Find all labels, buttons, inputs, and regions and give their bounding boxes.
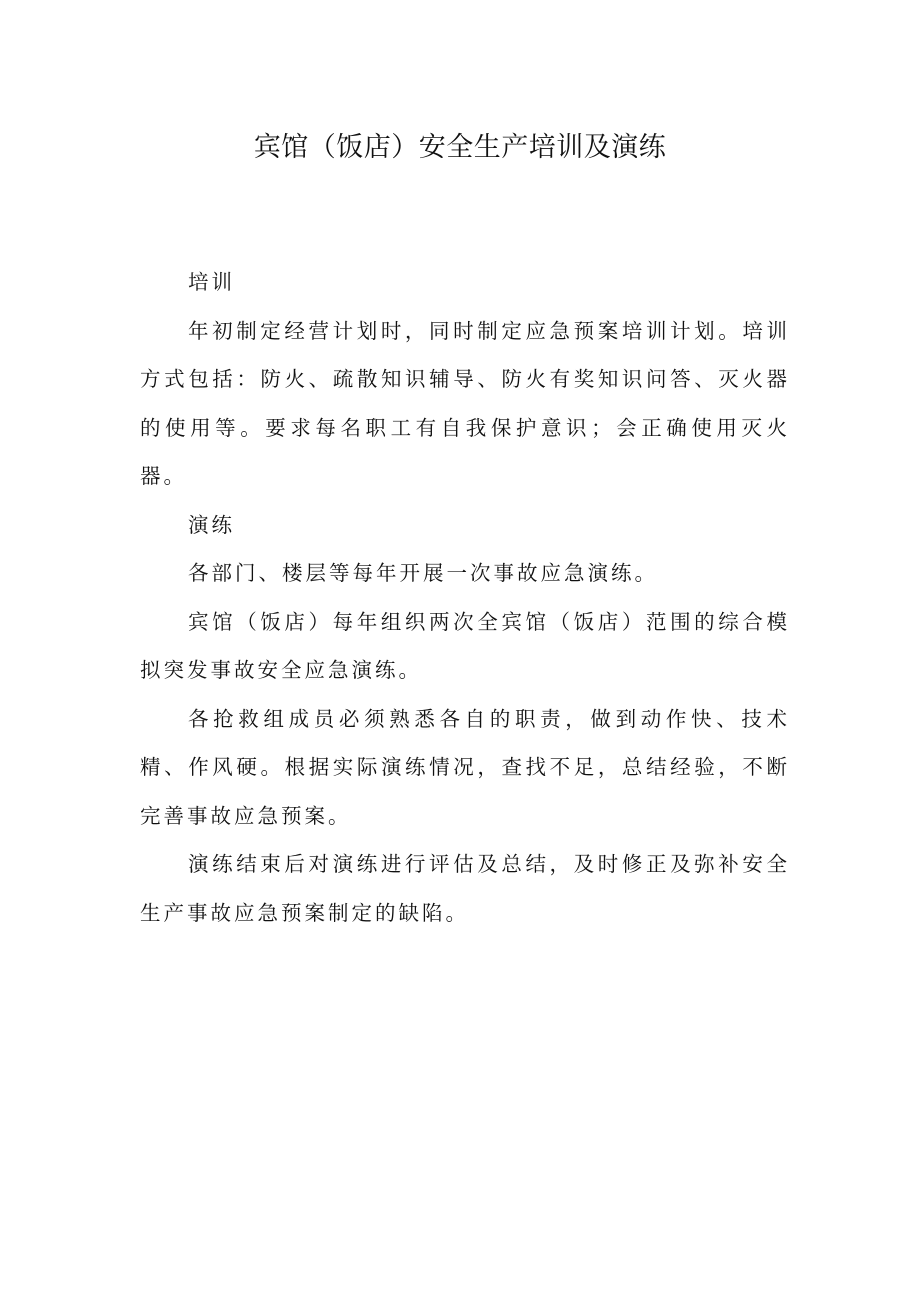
paragraph-training-plan: 年初制定经营计划时，同时制定应急预案培训计划。培训方式包括：防火、疏散知识辅导、防火有奖知识问答、灭火器的使用等。要求每名职工有自我保护意识；会正确使用灭火器。 (140, 318, 790, 488)
section-heading-training: 培训 (188, 270, 235, 294)
paragraph-department-drill: 各部门、楼层等每年开展一次事故应急演练。 (188, 561, 658, 585)
document-body (140, 258, 790, 937)
document-title: 宾馆（饭店）安全生产培训及演练 (253, 132, 667, 163)
paragraph-drill-evaluation: 演练结束后对演练进行评估及总结，及时修正及弥补安全生产事故应急预案制定的缺陷。 (140, 852, 790, 925)
paragraph-rescue-teams: 各抢救组成员必须熟悉各自的职责，做到动作快、技术精、作风硬。根据实际演练情况，查找不足，总结经验，不断完善事故应急预案。 (140, 706, 790, 828)
section-heading-drill: 演练 (188, 512, 235, 537)
paragraph-hotel-wide-drill: 宾馆（饭店）每年组织两次全宾馆（饭店）范围的综合模拟突发事故安全应急演练。 (140, 609, 790, 682)
